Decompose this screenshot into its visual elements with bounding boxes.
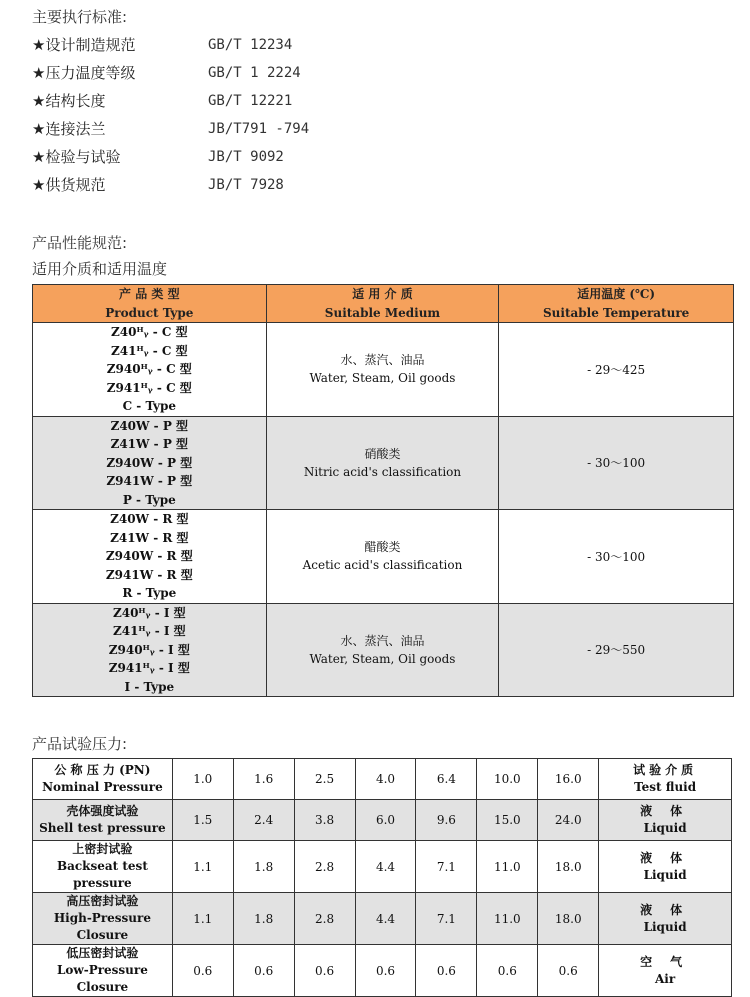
medium-cell: 硝酸类 Nitric acid's classification — [266, 416, 499, 510]
standard-item — [32, 145, 309, 173]
pressure-title: 产品试验压力: — [32, 735, 128, 753]
medium-cell: 醋酸类 Acetic acid's classification — [266, 510, 499, 604]
row-label: 低压密封试验 Low-Pressure Closure — [33, 945, 173, 997]
product-type-cell: Z40W - R 型 Z41W - R 型 Z940W - R 型 Z941W - R 型 R - Type — [33, 510, 267, 604]
product-type-cell: Z40W - P 型 Z41W - P 型 Z940W - P 型 Z941W - P 型 P - Type — [33, 416, 267, 510]
value-cell: 1.5 — [172, 800, 233, 841]
standard-code: GB/T 12221 — [208, 93, 293, 109]
header-suitable-temperature: 适用温度 (℃) Suitable Temperature — [499, 285, 734, 323]
performance-subtitle: 适用介质和适用温度 — [32, 260, 168, 278]
table-row — [33, 603, 734, 697]
standard-item — [32, 61, 309, 89]
value-cell: 18.0 — [538, 893, 599, 945]
value-cell: 10.0 — [477, 759, 538, 800]
product-type-cell: Z40ᴴᵧ - C 型 Z41ᴴᵧ - C 型 Z940ᴴᵧ - C 型 Z941ᴴᵧ - C 型 C - Type — [33, 323, 267, 417]
header-product-type: 产 品 类 型 Product Type — [33, 285, 267, 323]
fluid-cell: 试验介质 Test fluid — [599, 759, 732, 800]
value-cell: 1.0 — [172, 759, 233, 800]
value-cell: 2.8 — [294, 893, 355, 945]
value-cell: 1.8 — [233, 893, 294, 945]
value-cell: 3.8 — [294, 800, 355, 841]
value-cell: 11.0 — [477, 841, 538, 893]
value-cell: 4.0 — [355, 759, 416, 800]
value-cell: 1.1 — [172, 893, 233, 945]
standard-name: ★压力温度等级 — [32, 64, 136, 82]
temperature-cell: - 29～550 — [499, 603, 734, 697]
standard-item — [32, 33, 309, 61]
value-cell: 15.0 — [477, 800, 538, 841]
temperature-cell: - 30～100 — [499, 416, 734, 510]
standard-item — [32, 117, 309, 145]
value-cell: 1.1 — [172, 841, 233, 893]
value-cell: 2.4 — [233, 800, 294, 841]
value-cell: 9.6 — [416, 800, 477, 841]
table-row — [33, 893, 732, 945]
row-label: 公 称 压 力 (PN) Nominal Pressure — [33, 759, 173, 800]
value-cell: 16.0 — [538, 759, 599, 800]
header-suitable-medium: 适 用 介 质 Suitable Medium — [266, 285, 499, 323]
table-row — [33, 945, 732, 997]
table-row — [33, 759, 732, 800]
value-cell: 7.1 — [416, 841, 477, 893]
value-cell: 1.8 — [233, 841, 294, 893]
fluid-cell: 液体 Liquid — [599, 841, 732, 893]
value-cell: 6.0 — [355, 800, 416, 841]
row-label: 上密封试验 Backseat test pressure — [33, 841, 173, 893]
value-cell: 2.5 — [294, 759, 355, 800]
medium-temperature-table — [32, 284, 734, 697]
medium-cell: 水、蒸汽、油品 Water, Steam, Oil goods — [266, 603, 499, 697]
value-cell: 0.6 — [538, 945, 599, 997]
value-cell: 0.6 — [355, 945, 416, 997]
value-cell: 11.0 — [477, 893, 538, 945]
standard-name: ★设计制造规范 — [32, 36, 136, 54]
value-cell: 4.4 — [355, 841, 416, 893]
table-row — [33, 510, 734, 604]
value-cell: 0.6 — [172, 945, 233, 997]
table-row — [33, 416, 734, 510]
medium-cell: 水、蒸汽、油品 Water, Steam, Oil goods — [266, 323, 499, 417]
temperature-cell: - 29～425 — [499, 323, 734, 417]
row-label: 壳体强度试验 Shell test pressure — [33, 800, 173, 841]
standard-name: ★连接法兰 — [32, 120, 106, 138]
standard-code: JB/T 7928 — [208, 177, 284, 193]
value-cell: 2.8 — [294, 841, 355, 893]
standard-name: ★供货规范 — [32, 176, 106, 194]
fluid-cell: 液体 Liquid — [599, 800, 732, 841]
standard-item — [32, 173, 309, 201]
value-cell: 0.6 — [294, 945, 355, 997]
fluid-cell: 空气 Air — [599, 945, 732, 997]
test-pressure-table — [32, 758, 732, 997]
table-row — [33, 800, 732, 841]
standards-list — [32, 33, 309, 201]
value-cell: 18.0 — [538, 841, 599, 893]
value-cell: 0.6 — [416, 945, 477, 997]
value-cell: 0.6 — [233, 945, 294, 997]
product-type-cell: Z40ᴴᵧ - I 型 Z41ᴴᵧ - I 型 Z940ᴴᵧ - I 型 Z941ᴴᵧ - I 型 I - Type — [33, 603, 267, 697]
fluid-cell: 液体 Liquid — [599, 893, 732, 945]
performance-title: 产品性能规范: — [32, 234, 128, 252]
standard-name: ★结构长度 — [32, 92, 106, 110]
value-cell: 7.1 — [416, 893, 477, 945]
standard-item — [32, 89, 309, 117]
value-cell: 4.4 — [355, 893, 416, 945]
row-label: 高压密封试验 High-Pressure Closure — [33, 893, 173, 945]
temperature-cell: - 30～100 — [499, 510, 734, 604]
value-cell: 0.6 — [477, 945, 538, 997]
standard-code: GB/T 1 2224 — [208, 65, 301, 81]
table-row — [33, 323, 734, 417]
value-cell: 1.6 — [233, 759, 294, 800]
value-cell: 6.4 — [416, 759, 477, 800]
standard-code: GB/T 12234 — [208, 37, 293, 53]
standard-code: JB/T 9092 — [208, 149, 284, 165]
standard-code: JB/T791 -794 — [208, 121, 310, 137]
table-row — [33, 841, 732, 893]
table-header-row — [33, 285, 734, 323]
value-cell: 24.0 — [538, 800, 599, 841]
standards-title: 主要执行标准: — [32, 8, 128, 26]
standard-name: ★检验与试验 — [32, 148, 121, 166]
